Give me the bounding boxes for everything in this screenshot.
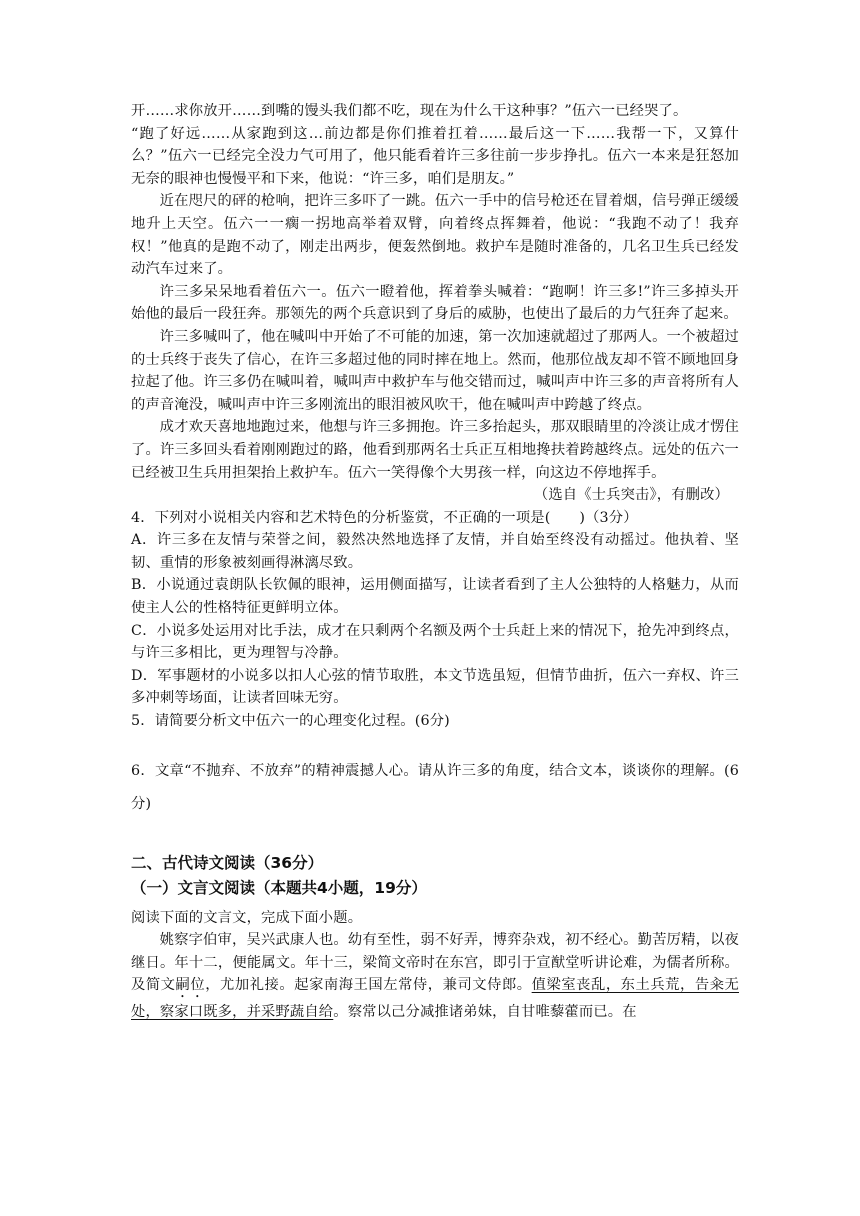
passage-text-a: 姚察字伯审，吴兴武康人也。幼有至性，弱不好弄，博弈杂戏，初不经心。勤苦厉精，以夜继日。年十二，便能属文。年十三，梁简文帝时在东宫，即引于宣猷堂听讲论难，为儒者所称。及简文 [131,932,739,994]
question-5: 5．请简要分析文中伍六一的心理变化过程。(6分) [131,713,450,730]
story-paragraph-4: 许三多呆呆地看着伍六一。伍六一瞪着他，挥着拳头喊着：“跑啊！许三多!”许三多掉头开始他的最后一段狂奔。那领先的两个兵意识到了身后的威胁，也使出了最后的力气狂奔了起来。 [131,283,739,323]
passage-underlined-sentence: 值梁室丧乱，东土兵荒，告籴无处，察家口既多，并采野蔬自给 [131,977,739,1021]
document-page [131,100,739,1024]
story-paragraph-5: 许三多喊叫了，他在喊叫中开始了不可能的加速，第一次加速就超过了那两人。一个被超过的士兵终于丧失了信心，在许三多超过他的同时摔在地上。然而，他那位战友却不管不顾地回身拉起了他。许三多仍在喊叫着，喊叫声中救护车与他交错而过，喊叫声中许三多的声音将所有人的声音淹没，喊叫声中许三多刚流出的眼泪被风吹干，他在喊叫声中跨越了终点。 [131,328,739,413]
classical-passage [131,929,739,1024]
question-4-option-a: A．许三多在友情与荣誉之间，毅然决然地选择了友情，并自始至终没有动摇过。他执着、坚韧、重情的形象被刻画得淋漓尽致。 [131,532,739,571]
story-paragraph-1: 开……求你放开……到嘴的馒头我们都不吃，现在为什么干这种事？”伍六一已经哭了。 [131,103,688,119]
story-paragraph-2: “跑了好远……从家跑到这…前边都是你们推着扛着……最后这一下……我帮一下，又算什么？”伍六一已经完全没力气可用了，他只能看着许三多往前一步步挣扎。伍六一本来是狂怒加无奈的眼神也慢慢平和下来，他说：“许三多，咱们是朋友。” [131,125,739,187]
story-paragraph-3: 近在咫尺的砰的枪响，把许三多吓了一跳。伍六一手中的信号枪还在冒着烟，信号弹正缓缓地升上天空。伍六一一瘸一拐地高举着双臂，向着终点挥舞着，他说：“我跑不动了！我弃权！”他真的是跑不动了，刚走出两步，便轰然倒地。救护车是随时准备的，几名卫生兵已经发动汽车过来了。 [131,193,739,278]
subsection-heading: （一）文言文阅读（本题共4小题，19分） [131,878,427,897]
question-6: 6．文章“不抛弃、不放弃”的精神震撼人心。请从许三多的角度，结合文本，谈谈你的理解。(6分) [131,762,739,812]
question-4-option-c: C．小说多处运用对比手法，成才在只剩两个名额及两个士兵赶上来的情况下，抢先冲到终点，与许三多相比，更为理智与冷静。 [131,622,739,662]
question-4-option-b: B．小说通过袁朗队长钦佩的眼神，运用侧面描写，让读者看到了主人公独特的人格魅力，从而使主人公的性格特征更鲜明立体。 [131,577,739,617]
question-4: 4．下列对小说相关内容和艺术特色的分析鉴赏，不正确的一项是( )（3分） [131,509,638,526]
reading-instruction: 阅读下面的文言文，完成下面小题。 [131,909,363,926]
passage-dotted-word: 嗣位 [175,977,206,994]
question-4-option-d: D．军事题材的小说多以扣人心弦的情节取胜，本文节选虽短，但情节曲折，伍六一弃权、许三多冲刺等场面，让读者回味无穷。 [131,667,739,707]
passage-text-c: 。察常以己分减推诸弟妹，自甘唯藜藿而已。在 [333,1004,637,1021]
section-heading: 二、古代诗文阅读（36分） [131,853,324,872]
passage-text-b: ，尤加礼接。起家南海王国左常侍，兼司文侍郎。 [205,977,532,994]
story-paragraph-6: 成才欢天喜地地跑过来，他想与许三多拥抱。许三多抬起头，那双眼睛里的冷淡让成才愣住了。许三多回头看着刚刚跑过的路，他看到那两名士兵正互相地搀扶着跨越终点。远处的伍六一已经被卫生兵用担架抬上救护车。伍六一笑得像个大男孩一样，向这边不停地挥手。 [131,419,739,481]
story-source: （选自《士兵突击》，有删改） [533,487,729,504]
